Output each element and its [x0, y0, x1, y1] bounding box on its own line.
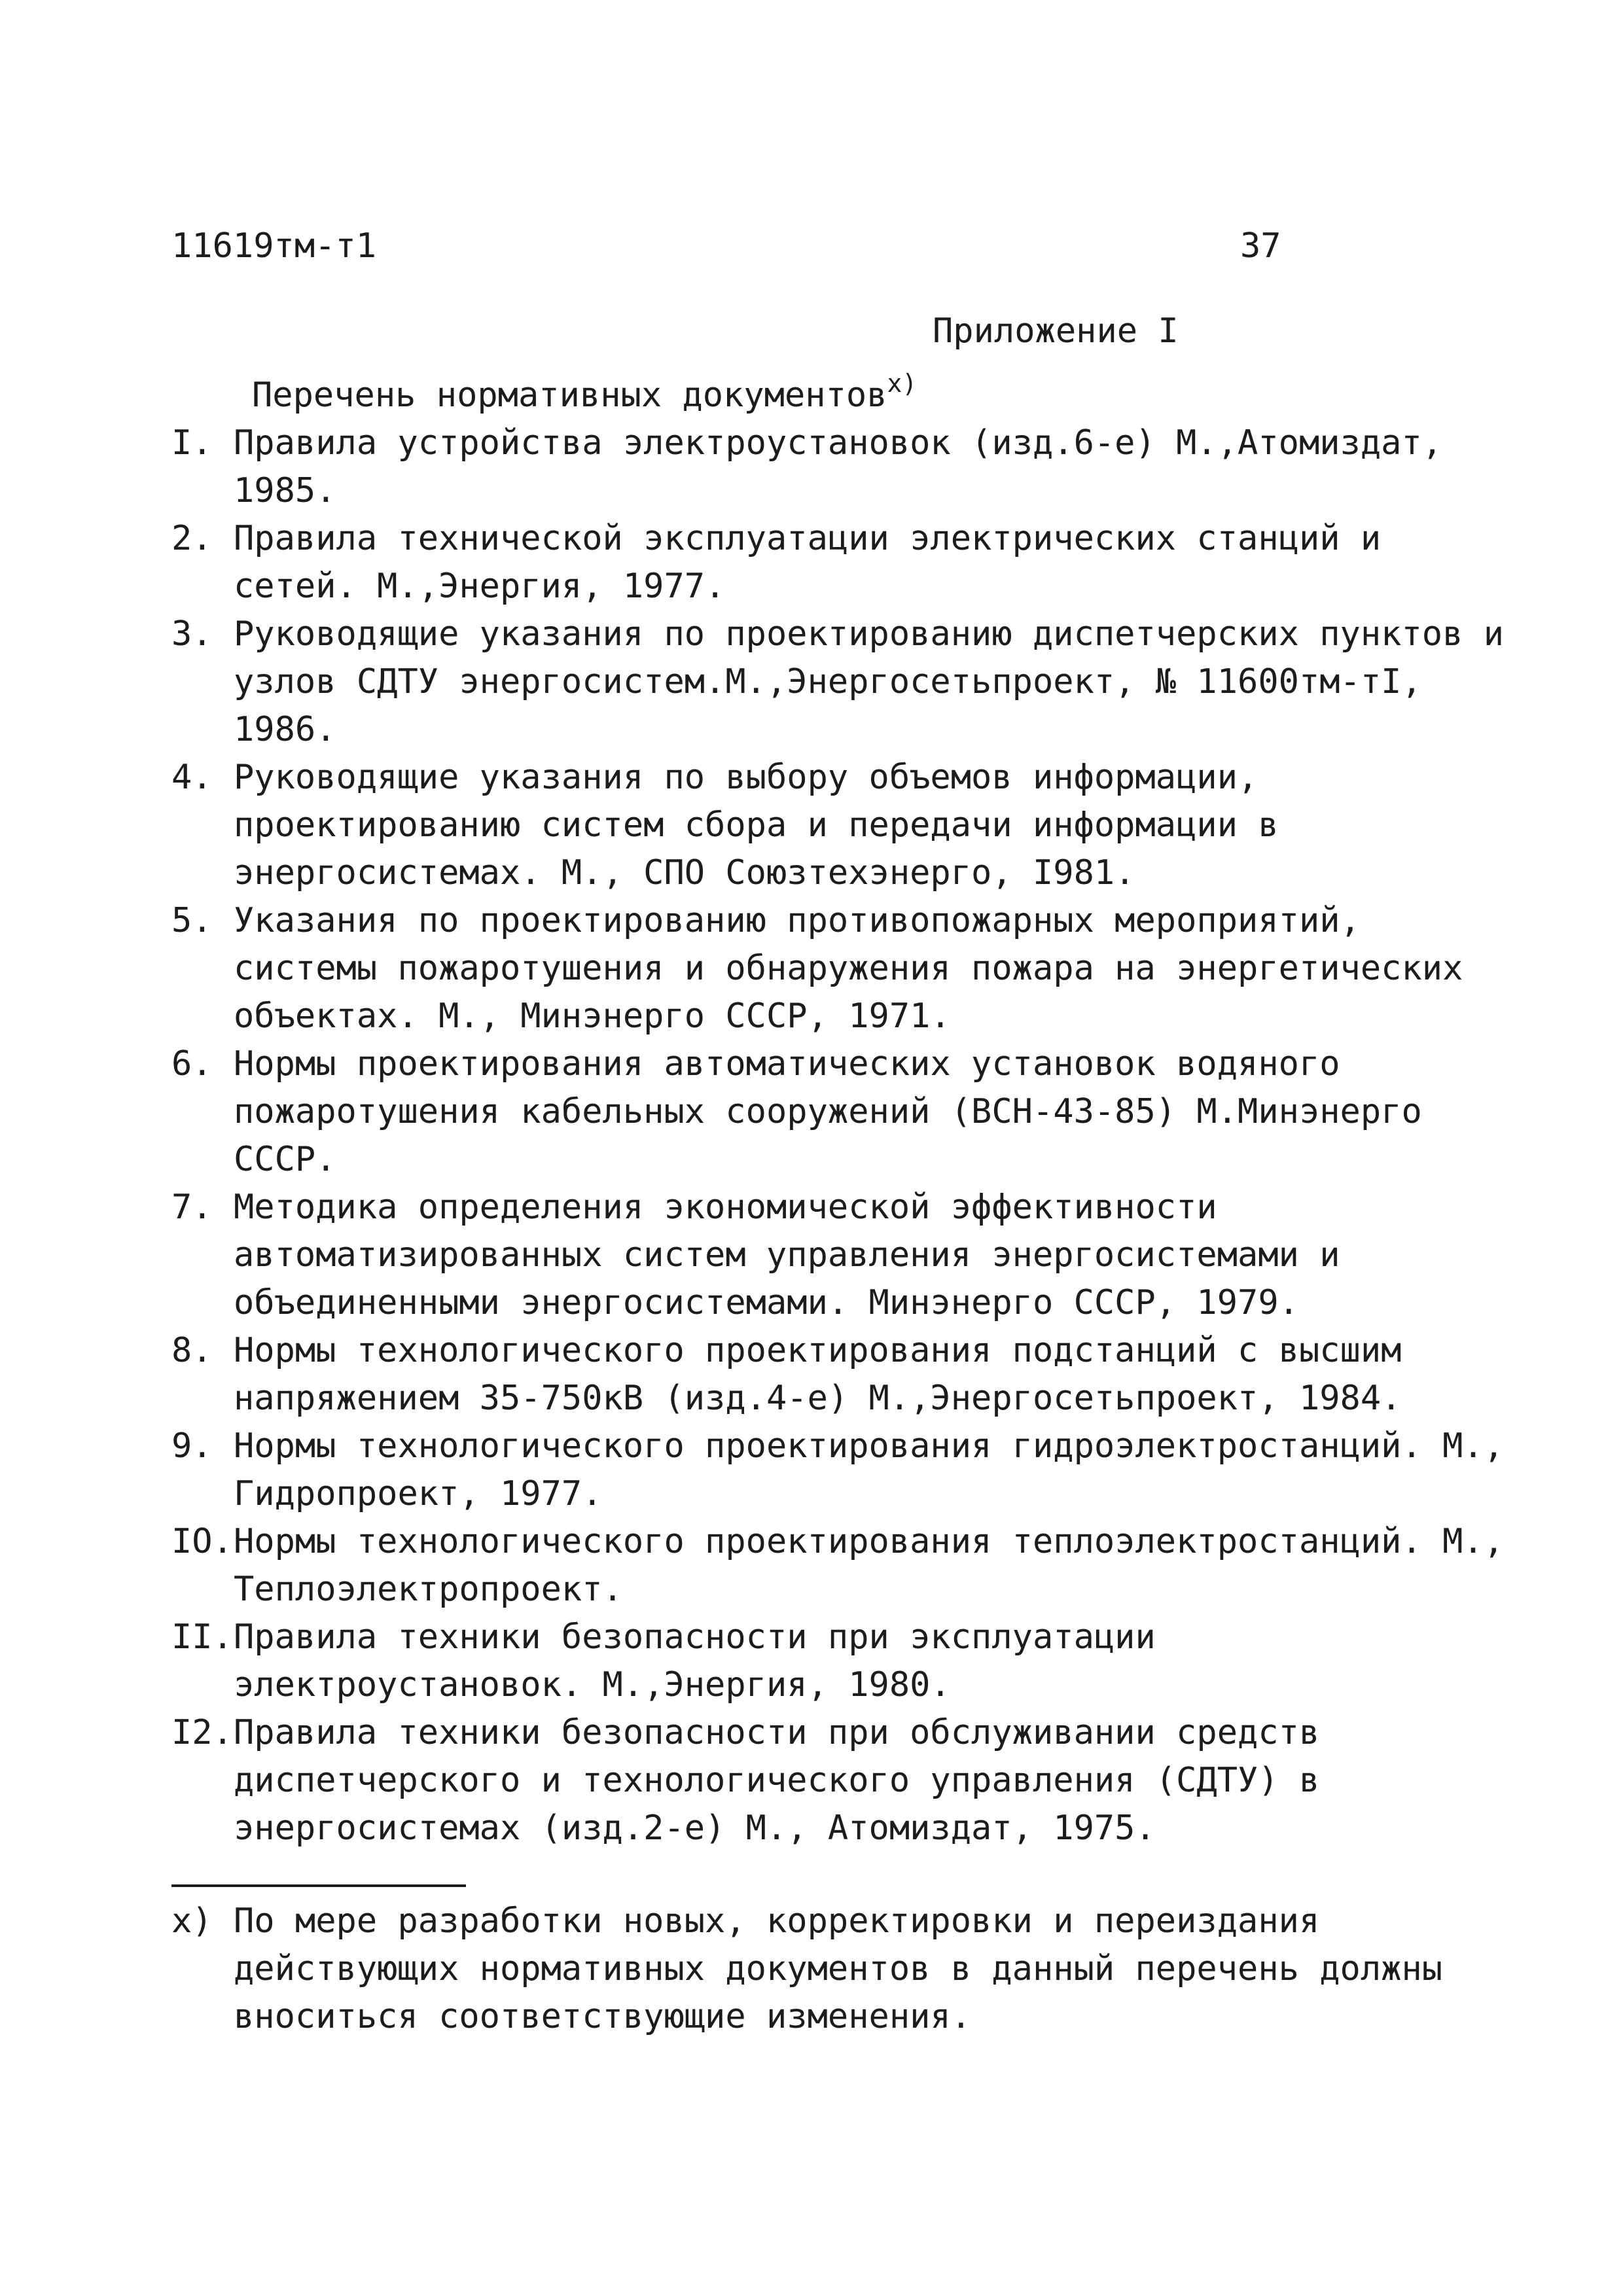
list-item-text: Методика определения экономической эффективности автоматизированных систем управления энергосистемами и объединенными энергосистемами. Минэнерго СССР, 1979.	[234, 1188, 1340, 1322]
list-title-footnote-mark: х)	[887, 369, 918, 398]
list-item	[171, 754, 1513, 897]
list-item-text: Нормы технологического проектирования теплоэлектростанций. М., Теплоэлектропроект.	[234, 1522, 1505, 1609]
list-item-number: 3.	[171, 614, 213, 654]
list-item-number: 4.	[171, 758, 213, 797]
list-item-number: IO.	[171, 1522, 233, 1561]
list-item-number: 7.	[171, 1188, 213, 1227]
list-item-number: I.	[171, 423, 213, 463]
list-item-text: Руководящие указания по проектированию диспетчерских пунктов и узлов СДТУ энергосистем.М.,Энергосетьпроект, № 11600тм-тI, 1986.	[234, 614, 1505, 749]
footnote	[171, 1898, 1513, 2041]
list-title	[252, 369, 918, 419]
list-item	[171, 1518, 1513, 1614]
list-item-text: Нормы технологического проектирования гидроэлектростанций. М., Гидропроект, 1977.	[234, 1426, 1505, 1513]
list-item-text: Нормы технологического проектирования подстанций с высшим напряжением 35-750кВ (изд.4-е) М.,Энергосетьпроект, 1984.	[234, 1331, 1402, 1418]
footnote-divider	[171, 1884, 466, 1887]
list-item-number: 8.	[171, 1331, 213, 1370]
list-item-number: 5.	[171, 901, 213, 940]
footnote-text: По мере разработки новых, корректировки и переиздания действующих нормативных документов в данный перечень должны вноситься соответствующие изменения.	[234, 1901, 1443, 2036]
list-item-number: 2.	[171, 519, 213, 558]
list-item	[171, 1040, 1513, 1184]
list-item-text: Нормы проектирования автоматических установок водяного пожаротушения кабельных сооружений (ВСН-43-85) М.Минэнерго СССР.	[234, 1044, 1422, 1179]
list-item-text: Правила технической эксплуатации электрических станций и сетей. М.,Энергия, 1977.	[234, 519, 1382, 606]
list-item-text: Правила техники безопасности при эксплуатации электроустановок. М.,Энергия, 1980.	[234, 1617, 1156, 1704]
appendix-label: Приложение I	[933, 311, 1179, 351]
list-item	[171, 419, 1513, 515]
list-item	[171, 1327, 1513, 1422]
list-item-number: 6.	[171, 1044, 213, 1084]
list-item	[171, 897, 1513, 1040]
list-item-text: Правила техники безопасности при обслуживании средств диспетчерского и технологического управления (СДТУ) в энергосистемах (изд.2-е) М., Атомиздат, 1975.	[234, 1713, 1320, 1848]
footnote-mark: х)	[171, 1901, 213, 1941]
list-item-text: Правила устройства электроустановок (изд.6-е) М.,Атомиздат, 1985.	[234, 423, 1443, 510]
list-item-text: Указания по проектированию противопожарных мероприятий, системы пожаротушения и обнаружения пожара на энергетических объектах. М., Минэнерго СССР, 1971.	[234, 901, 1463, 1036]
list-item	[171, 515, 1513, 610]
list-item-number: I2.	[171, 1713, 233, 1752]
list-item	[171, 1614, 1513, 1709]
list-title-text: Перечень нормативных документов	[252, 376, 887, 415]
list-item	[171, 1184, 1513, 1327]
document-code: 11619тм-т1	[171, 226, 377, 266]
page-number: 37	[1240, 226, 1281, 266]
list-item-text: Руководящие указания по выбору объемов информации, проектированию систем сбора и передачи информации в энергосистемах. М., СПО Союзтехэнерго, I981.	[234, 758, 1279, 892]
normative-documents-list	[171, 419, 1513, 1852]
list-item	[171, 1422, 1513, 1518]
list-item	[171, 1709, 1513, 1852]
list-item-number: 9.	[171, 1426, 213, 1466]
list-item	[171, 610, 1513, 754]
list-item-number: II.	[171, 1617, 233, 1657]
